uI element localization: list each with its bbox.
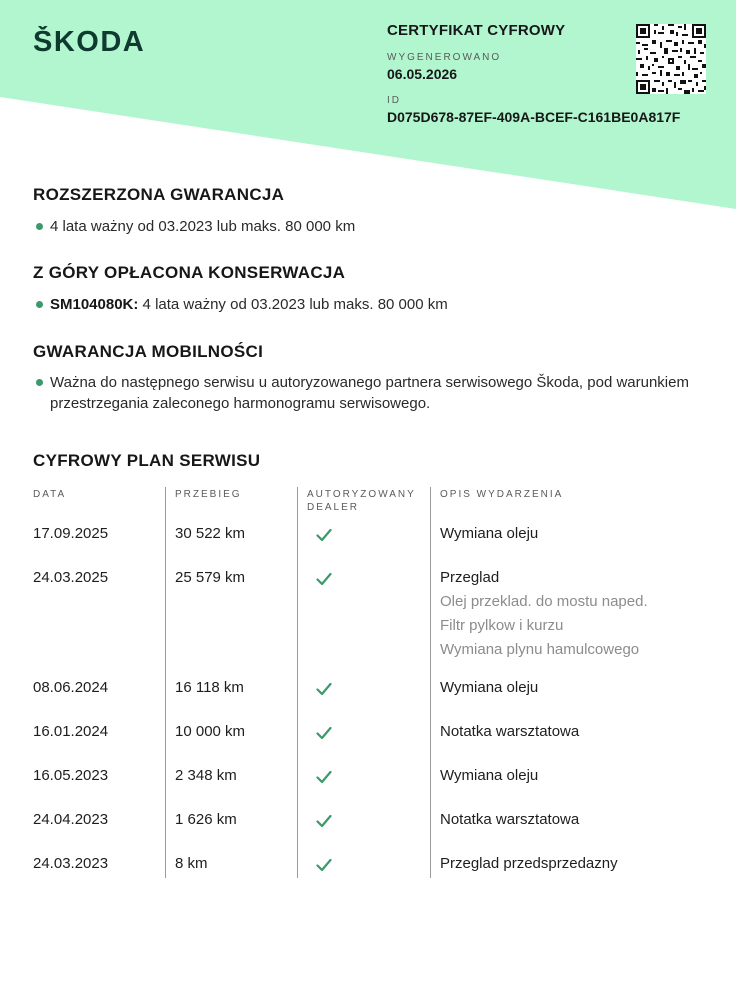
column-header-dealer bbox=[307, 488, 416, 514]
row-mileage: 1 626 km bbox=[175, 811, 237, 828]
row-date: 16.05.2023 bbox=[33, 767, 109, 784]
generated-date: 06.05.2026 bbox=[387, 66, 458, 82]
row-mileage: 25 579 km bbox=[175, 569, 246, 586]
row-description: Przeglad bbox=[440, 569, 500, 586]
row-description: Wymiana oleju bbox=[440, 679, 539, 696]
column-divider bbox=[430, 487, 431, 878]
row-detail: Filtr pylkow i kurzu bbox=[440, 617, 564, 634]
row-mileage: 16 118 km bbox=[175, 679, 244, 696]
certificate-id: D075D678-87EF-409A-BCEF-C161BE0A817F bbox=[387, 109, 681, 125]
row-description: Przeglad przedsprzedazny bbox=[440, 855, 618, 872]
check-icon bbox=[316, 528, 332, 542]
id-label: ID bbox=[387, 95, 401, 106]
row-date: 24.03.2025 bbox=[33, 569, 109, 586]
row-date: 24.04.2023 bbox=[33, 811, 109, 828]
column-header-mileage: PRZEBIEG bbox=[175, 489, 242, 500]
check-icon bbox=[316, 814, 332, 828]
mobility-title: GWARANCJA MOBILNOŚCI bbox=[33, 342, 264, 361]
qr-code-icon bbox=[636, 24, 706, 94]
row-date: 17.09.2025 bbox=[33, 525, 109, 542]
certificate-title: CERTYFIKAT CYFROWY bbox=[387, 22, 566, 39]
bullet-icon bbox=[36, 379, 43, 386]
svg-text:ŠKODA: ŠKODA bbox=[33, 26, 146, 56]
row-mileage: 30 522 km bbox=[175, 525, 246, 542]
maintenance-detail: 4 lata ważny od 03.2023 lub maks. 80 000 km bbox=[138, 296, 448, 313]
column-header-dealer-line1: AUTORYZOWANY bbox=[307, 489, 416, 500]
column-header-description: OPIS WYDARZENIA bbox=[440, 489, 564, 500]
check-icon bbox=[316, 572, 332, 586]
column-divider bbox=[165, 487, 166, 878]
check-icon bbox=[316, 858, 332, 872]
check-icon bbox=[316, 726, 332, 740]
row-mileage: 8 km bbox=[175, 855, 208, 872]
row-description: Notatka warsztatowa bbox=[440, 723, 580, 740]
row-mileage: 2 348 km bbox=[175, 767, 237, 784]
row-date: 16.01.2024 bbox=[33, 723, 109, 740]
warranty-text: 4 lata ważny od 03.2023 lub maks. 80 000 km bbox=[50, 218, 356, 235]
bullet-icon bbox=[36, 223, 43, 230]
row-description: Wymiana oleju bbox=[440, 525, 539, 542]
warranty-title: ROZSZERZONA GWARANCJA bbox=[33, 185, 285, 204]
row-detail: Wymiana plynu hamulcowego bbox=[440, 641, 640, 658]
row-mileage: 10 000 km bbox=[175, 723, 246, 740]
column-header-date: DATA bbox=[33, 489, 67, 500]
mobility-text-line1: Ważna do następnego serwisu u autoryzowanego partnera serwisowego Škoda, pod warunkiem bbox=[50, 374, 689, 391]
row-description: Wymiana oleju bbox=[440, 767, 539, 784]
maintenance-text bbox=[50, 294, 448, 315]
service-plan-title: CYFROWY PLAN SERWISU bbox=[33, 451, 261, 470]
generated-label: WYGENEROWANO bbox=[387, 52, 502, 63]
row-date: 24.03.2023 bbox=[33, 855, 109, 872]
check-icon bbox=[316, 770, 332, 784]
row-detail: Olej przeklad. do mostu naped. bbox=[440, 593, 648, 610]
column-header-dealer-line2: DEALER bbox=[307, 502, 360, 513]
maintenance-code: SM104080K: bbox=[50, 296, 139, 313]
check-icon bbox=[316, 682, 332, 696]
bullet-icon bbox=[36, 301, 43, 308]
row-date: 08.06.2024 bbox=[33, 679, 109, 696]
row-description: Notatka warsztatowa bbox=[440, 811, 580, 828]
skoda-logo bbox=[33, 26, 169, 56]
column-divider bbox=[297, 487, 298, 878]
mobility-text-line2: przestrzegania zaleconego harmonogramu serwisowego. bbox=[50, 395, 431, 412]
maintenance-title: Z GÓRY OPŁACONA KONSERWACJA bbox=[33, 263, 346, 282]
